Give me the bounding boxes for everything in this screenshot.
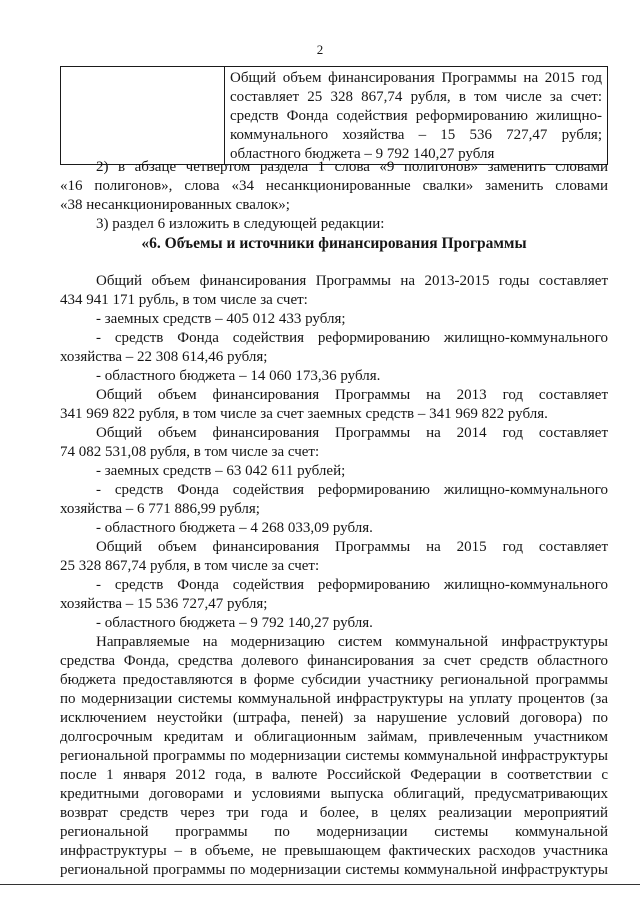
text-line: бюджета предоставляются в форме субсидии участнику региональной программы	[60, 672, 608, 688]
table-left-cell	[61, 67, 225, 165]
text-line: 434 941 171 рубль, в том числе за счет:	[60, 292, 308, 308]
document-body	[60, 158, 608, 880]
text-line: исключением неустойки (штрафа, пеней) за нарушение условий договора) по	[60, 710, 608, 726]
text-line: хозяйства – 15 536 727,47 рубля;	[60, 596, 268, 612]
text-line: 74 082 531,08 рубля, в том числе за счет:	[60, 444, 320, 460]
text-line: 3) раздел 6 изложить в следующей редакции:	[96, 216, 385, 232]
page-number: 2	[316, 42, 324, 57]
text-line: «38 несанкционированных свалок»;	[60, 197, 290, 213]
section-heading: «6. Объемы и источники финансирования Программы	[141, 235, 527, 252]
text-line: региональной программы по модернизации системы коммунальной инфраструктуры	[60, 862, 608, 878]
table-cell-line: коммунального хозяйства – 15 536 727,47 рубля;	[230, 127, 602, 143]
text-line: - заемных средств – 63 042 611 рублей;	[96, 463, 346, 479]
text-line: возврат средств через три года и более, в целях реализации мероприятий	[60, 805, 608, 821]
text-line: - средств Фонда содействия реформированию жилищно-коммунального	[96, 482, 608, 498]
text-line: по модернизации системы коммунальной инфраструктуры на уплату процентов (за	[60, 691, 608, 707]
text-line: «16 полигонов», слова «34 несанкционированные свалки» заменить словами	[60, 178, 608, 194]
table-right-cell	[225, 67, 608, 165]
text-line: - средств Фонда содействия реформированию жилищно-коммунального	[96, 577, 608, 593]
scan-bottom-edge	[0, 884, 640, 885]
blank-line	[60, 253, 608, 272]
text-line: - средств Фонда содействия реформированию жилищно-коммунального	[96, 330, 608, 346]
text-line: Общий объем финансирования Программы на 2013 год составляет	[96, 387, 608, 403]
text-line: Направляемые на модернизацию систем коммунальной инфраструктуры	[96, 634, 608, 650]
text-line: долгосрочным кредитам и облигационным займам, привлеченным участником	[60, 729, 608, 745]
text-line: Общий объем финансирования Программы на 2015 год составляет	[96, 539, 608, 555]
text-line: - заемных средств – 405 012 433 рубля;	[96, 311, 346, 327]
text-line: - областного бюджета – 4 268 033,09 рубля.	[96, 520, 373, 536]
text-line: - областного бюджета – 9 792 140,27 рубля.	[96, 615, 373, 631]
text-line: Общий объем финансирования Программы на 2013-2015 годы составляет	[96, 273, 608, 289]
text-line: 2) в абзаце четвертом раздела 1 слова «9 полигонов» заменить словами	[96, 159, 608, 175]
text-line: 341 969 822 рубля, в том числе за счет заемных средств – 341 969 822 рубля.	[60, 406, 548, 422]
table-cell-line: Общий объем финансирования Программы на 2015 год	[230, 70, 602, 86]
text-line: инфраструктуры – в объеме, не превышающем фактических расходов участника	[60, 843, 608, 859]
text-line: хозяйства – 6 771 886,99 рубля;	[60, 501, 260, 517]
table-cell-line: областного бюджета – 9 792 140,27 рубля	[230, 146, 495, 162]
table-cell-line: составляет 25 328 867,74 рубля, в том числе за счет:	[230, 89, 602, 105]
financing-table	[60, 66, 608, 165]
text-line: после 1 января 2012 года, в валюте Российской Федерации в соответствии с	[60, 767, 608, 783]
table-cell-line: средств Фонда содействия реформированию жилищно-	[230, 108, 602, 124]
text-line: хозяйства – 22 308 614,46 рубля;	[60, 349, 268, 365]
table-row	[61, 67, 608, 165]
text-line: кредитными договорами и условиями выпуска облигаций, предусматривающих	[60, 786, 608, 802]
text-line: 25 328 867,74 рубля, в том числе за счет:	[60, 558, 320, 574]
text-line: региональной программы по модернизации системы коммунальной	[60, 824, 608, 840]
text-line: региональной программы по модернизации системы коммунальной инфраструктуры	[60, 748, 608, 764]
text-line: - областного бюджета – 14 060 173,36 рубля.	[96, 368, 381, 384]
text-line: средства Фонда, средства долевого финансирования за счет средств областного	[60, 653, 608, 669]
text-line: Общий объем финансирования Программы на 2014 год составляет	[96, 425, 608, 441]
